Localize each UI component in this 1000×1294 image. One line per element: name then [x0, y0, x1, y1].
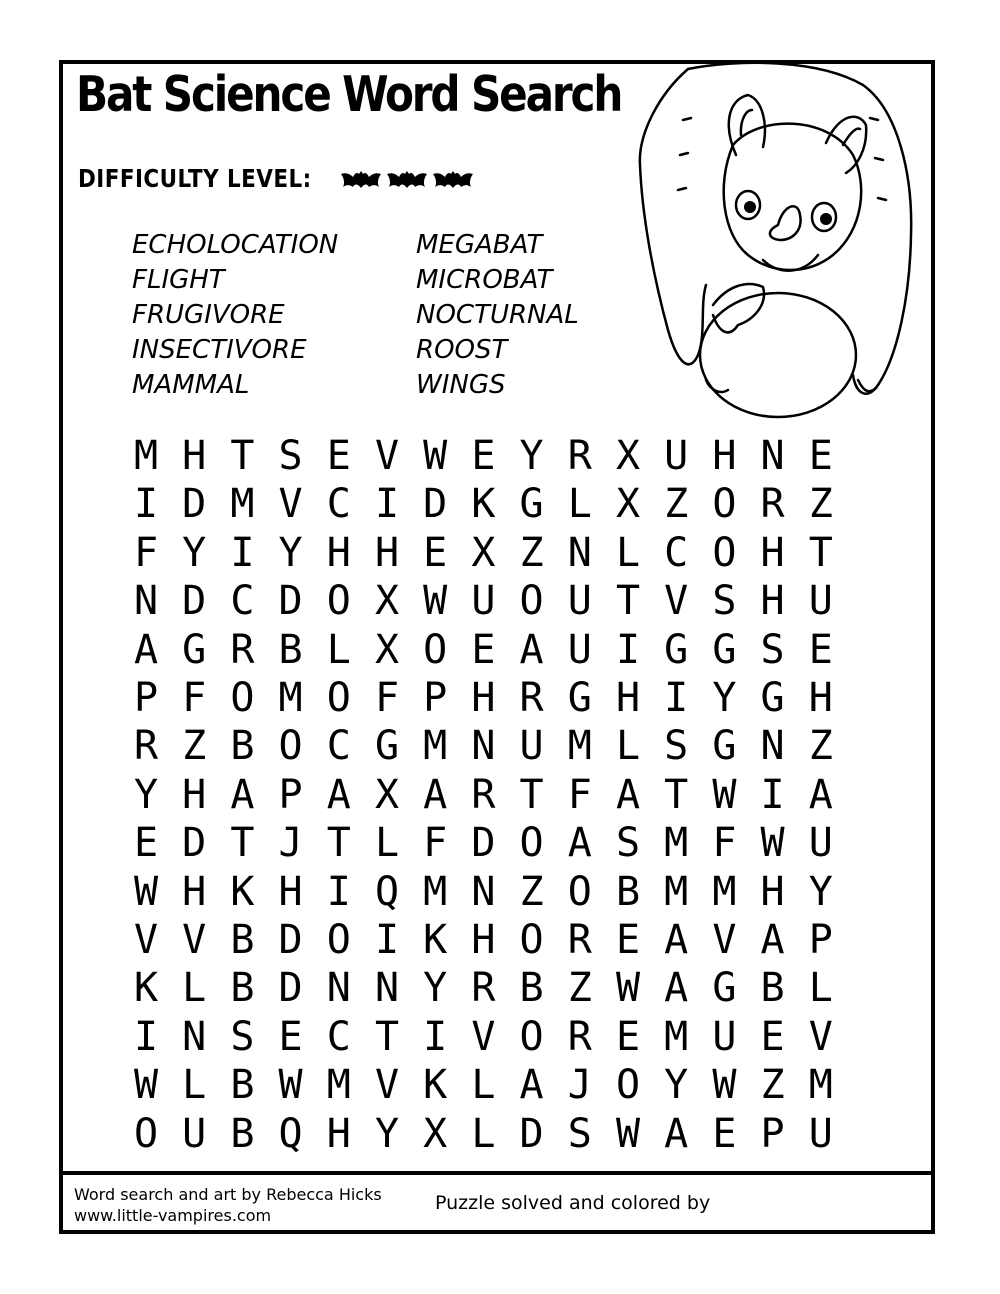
grid-letter[interactable]: S [230, 1013, 255, 1060]
grid-letter[interactable]: E [278, 1013, 303, 1060]
grid-letter[interactable]: V [712, 917, 737, 963]
grid-letter[interactable]: J [567, 1062, 592, 1109]
grid-letter[interactable]: U [664, 433, 689, 479]
grid-letter[interactable]: W [423, 433, 448, 479]
grid-letter[interactable]: O [519, 1013, 544, 1060]
grid-letter[interactable]: O [133, 1110, 159, 1157]
grid-letter[interactable]: D [182, 578, 207, 625]
grid-letter[interactable]: R [471, 965, 496, 1012]
grid-letter[interactable]: T [230, 433, 255, 479]
grid-letter[interactable]: T [664, 771, 689, 818]
grid-letter[interactable]: U [808, 578, 833, 625]
grid-letter[interactable]: Y [374, 1110, 400, 1157]
grid-letter[interactable]: Z [519, 868, 544, 915]
grid-letter[interactable]: I [664, 675, 689, 721]
grid-letter[interactable]: G [182, 626, 207, 673]
bat-icon [340, 168, 382, 190]
grid-letter[interactable]: P [423, 675, 448, 721]
grid-letter[interactable]: V [182, 917, 207, 963]
grid-letter[interactable]: J [278, 820, 303, 867]
grid-letter[interactable]: O [326, 578, 351, 625]
grid-letter[interactable]: A [567, 820, 592, 867]
word-list-item: WINGS [416, 370, 506, 400]
grid-letter[interactable]: P [808, 917, 833, 963]
grid-letter[interactable]: M [712, 868, 737, 915]
grid-letter[interactable]: I [615, 626, 641, 673]
grid-letter[interactable]: N [760, 723, 785, 770]
grid-letter[interactable]: M [664, 1013, 689, 1060]
credit [74, 1184, 382, 1226]
grid-letter[interactable]: W [712, 771, 737, 818]
grid-letter[interactable]: V [374, 1062, 400, 1109]
grid-letter[interactable]: A [230, 771, 255, 818]
grid-letter[interactable]: O [519, 578, 544, 625]
grid-letter[interactable]: H [712, 433, 737, 479]
grid-letter[interactable]: K [230, 868, 255, 915]
grid-letter[interactable]: D [182, 820, 207, 867]
grid-letter[interactable]: D [278, 578, 303, 625]
grid-letter[interactable]: Z [182, 723, 207, 770]
grid-letter[interactable]: C [664, 529, 689, 576]
grid-letter[interactable]: O [326, 917, 351, 963]
grid-letter[interactable]: K [133, 965, 159, 1012]
grid-letter[interactable]: B [230, 917, 255, 963]
grid-letter[interactable]: H [760, 578, 785, 625]
word-list-item: MAMMAL [132, 370, 250, 400]
bat-icon [386, 168, 428, 190]
word-list-item: FLIGHT [132, 265, 225, 295]
grid-letter[interactable]: F [423, 820, 448, 867]
word-list [132, 232, 632, 412]
grid-letter[interactable]: F [567, 771, 592, 818]
grid-letter[interactable]: Q [278, 1110, 303, 1157]
grid-letter[interactable]: H [760, 529, 785, 576]
grid-letter[interactable]: M [423, 868, 448, 915]
grid-letter[interactable]: U [567, 626, 592, 673]
grid-letter[interactable]: O [712, 481, 737, 528]
word-list-item: INSECTIVORE [132, 335, 307, 365]
grid-letter[interactable]: A [664, 1110, 689, 1157]
grid-letter[interactable]: E [423, 529, 448, 576]
grid-letter[interactable]: G [712, 965, 737, 1012]
grid-letter[interactable]: B [230, 965, 255, 1012]
grid-letter[interactable]: E [326, 433, 351, 479]
grid-letter[interactable]: N [374, 965, 400, 1012]
grid-letter[interactable]: N [567, 529, 592, 576]
grid-letter[interactable]: W [615, 965, 641, 1012]
difficulty-label: DIFFICULTY LEVEL: [78, 164, 312, 193]
grid-letter[interactable]: H [182, 771, 207, 818]
grid-letter[interactable]: D [519, 1110, 544, 1157]
grid-letter[interactable]: W [615, 1110, 641, 1157]
grid-letter[interactable]: A [760, 917, 785, 963]
grid-letter[interactable]: H [182, 868, 207, 915]
grid-letter[interactable]: D [182, 481, 207, 528]
grid-letter[interactable]: F [712, 820, 737, 867]
grid-letter[interactable]: N [133, 578, 159, 625]
grid-letter[interactable]: G [712, 723, 737, 770]
word-list-item: ROOST [416, 335, 508, 365]
grid-letter[interactable]: U [471, 578, 496, 625]
grid-letter[interactable]: M [326, 1062, 351, 1109]
fruit-bat-illustration [628, 55, 933, 423]
word-list-item: MICROBAT [416, 265, 553, 295]
grid-letter[interactable]: M [423, 723, 448, 770]
grid-letter[interactable]: C [326, 723, 351, 770]
grid-letter[interactable]: M [664, 868, 689, 915]
grid-letter[interactable]: Y [423, 965, 448, 1012]
grid-letter[interactable]: O [519, 820, 544, 867]
grid-letter[interactable]: L [326, 626, 351, 673]
grid-letter[interactable]: B [230, 1062, 255, 1109]
grid-letter[interactable]: S [664, 723, 689, 770]
grid-letter[interactable]: W [133, 868, 159, 915]
grid-letter[interactable]: A [423, 771, 448, 818]
grid-letter[interactable]: B [230, 1110, 255, 1157]
grid-letter[interactable]: Y [133, 771, 159, 818]
grid-letter[interactable]: O [423, 626, 448, 673]
grid-letter[interactable]: Y [519, 433, 544, 479]
grid-letter[interactable]: N [760, 433, 785, 479]
grid-letter[interactable]: V [808, 1013, 833, 1060]
grid-letter[interactable]: K [423, 917, 448, 963]
grid-letter[interactable]: I [760, 771, 785, 818]
grid-letter[interactable]: O [278, 723, 303, 770]
grid-letter[interactable]: U [519, 723, 544, 770]
grid-letter[interactable]: V [374, 433, 400, 479]
grid-letter[interactable]: V [664, 578, 689, 625]
grid-letter[interactable]: W [278, 1062, 303, 1109]
grid-letter[interactable]: A [664, 965, 689, 1012]
grid-letter[interactable]: H [278, 868, 303, 915]
credit-website: www.little-vampires.com [74, 1206, 272, 1225]
grid-letter[interactable]: X [471, 529, 496, 576]
grid-letter[interactable]: M [567, 723, 592, 770]
grid-letter[interactable]: T [230, 820, 255, 867]
grid-letter[interactable]: W [423, 578, 448, 625]
grid-letter[interactable]: X [374, 578, 400, 625]
grid-letter[interactable]: Z [519, 529, 544, 576]
grid-letter[interactable]: I [230, 529, 255, 576]
grid-letter[interactable]: G [712, 626, 737, 673]
grid-letter[interactable]: Y [278, 529, 303, 576]
grid-letter[interactable]: K [471, 481, 496, 528]
grid-letter[interactable]: L [615, 529, 641, 576]
solved-by-label: Puzzle solved and colored by [435, 1192, 711, 1214]
grid-letter[interactable]: T [519, 771, 544, 818]
grid-letter[interactable]: W [760, 820, 785, 867]
grid-letter[interactable]: K [423, 1062, 448, 1109]
grid-letter[interactable]: C [230, 578, 255, 625]
grid-letter[interactable]: O [326, 675, 351, 721]
grid-letter[interactable]: X [615, 481, 641, 528]
grid-letter[interactable]: H [760, 868, 785, 915]
grid-letter[interactable]: I [326, 868, 351, 915]
grid-letter[interactable]: S [615, 820, 641, 867]
grid-letter[interactable]: V [471, 1013, 496, 1060]
grid-letter[interactable]: F [182, 675, 207, 721]
grid-letter[interactable]: S [712, 578, 737, 625]
grid-letter[interactable]: A [133, 626, 159, 673]
grid-letter[interactable]: L [182, 965, 207, 1012]
grid-letter[interactable]: I [133, 481, 159, 528]
grid-letter[interactable]: I [133, 1013, 159, 1060]
grid-letter[interactable]: B [760, 965, 785, 1012]
grid-letter[interactable]: H [374, 529, 400, 576]
grid-letter[interactable]: C [326, 481, 351, 528]
grid-letter[interactable]: N [326, 965, 351, 1012]
grid-letter[interactable]: E [808, 626, 833, 673]
grid-letter[interactable]: D [423, 481, 448, 528]
grid-letter[interactable]: F [374, 675, 400, 721]
grid-letter[interactable]: B [519, 965, 544, 1012]
grid-letter[interactable]: H [471, 917, 496, 963]
grid-letter[interactable]: D [278, 917, 303, 963]
grid-letter[interactable]: C [326, 1013, 351, 1060]
grid-letter[interactable]: A [519, 1062, 544, 1109]
grid-letter[interactable]: X [423, 1110, 448, 1157]
grid-letter[interactable]: R [567, 433, 592, 479]
grid-letter[interactable]: B [278, 626, 303, 673]
grid-letter[interactable]: I [423, 1013, 448, 1060]
grid-letter[interactable]: L [471, 1110, 496, 1157]
grid-letter[interactable]: Y [664, 1062, 689, 1109]
grid-letter[interactable]: T [615, 578, 641, 625]
grid-letter[interactable]: O [615, 1062, 641, 1109]
credit-author: Word search and art by Rebecca Hicks [74, 1185, 382, 1204]
grid-letter[interactable]: E [615, 917, 641, 963]
grid-letter[interactable]: U [182, 1110, 207, 1157]
grid-letter[interactable]: B [230, 723, 255, 770]
grid-letter[interactable]: D [278, 965, 303, 1012]
grid-letter[interactable]: H [808, 675, 833, 721]
grid-letter[interactable]: A [326, 771, 351, 818]
grid-letter[interactable]: N [182, 1013, 207, 1060]
grid-letter[interactable]: E [615, 1013, 641, 1060]
grid-letter[interactable]: H [326, 529, 351, 576]
grid-letter[interactable]: Y [808, 868, 833, 915]
grid-letter[interactable]: V [133, 917, 159, 963]
grid-letter[interactable]: E [808, 433, 833, 479]
grid-letter[interactable]: W [133, 1062, 159, 1109]
difficulty-row [78, 164, 474, 193]
grid-letter[interactable]: R [471, 771, 496, 818]
grid-letter[interactable]: W [712, 1062, 737, 1109]
grid-letter[interactable]: H [471, 675, 496, 721]
grid-letter[interactable]: V [278, 481, 303, 528]
grid-letter[interactable]: M [133, 433, 159, 479]
grid-letter[interactable]: A [615, 771, 641, 818]
grid-letter[interactable]: M [230, 481, 255, 528]
grid-letter[interactable]: A [519, 626, 544, 673]
grid-letter[interactable]: B [615, 868, 641, 915]
grid-letter[interactable]: H [615, 675, 641, 721]
grid-letter[interactable]: T [326, 820, 351, 867]
grid-letter[interactable]: U [567, 578, 592, 625]
grid-letter[interactable]: L [374, 820, 400, 867]
grid-letter[interactable]: H [182, 433, 207, 479]
grid-letter[interactable]: A [664, 917, 689, 963]
grid-letter[interactable]: F [133, 529, 159, 576]
word-list-item: FRUGIVORE [132, 300, 285, 330]
grid-letter[interactable]: O [712, 529, 737, 576]
grid-letter[interactable]: R [133, 723, 159, 770]
grid-letter[interactable]: Z [664, 481, 689, 528]
grid-letter[interactable]: E [133, 820, 159, 867]
grid-letter[interactable]: X [374, 771, 400, 818]
grid-letter[interactable]: P [760, 1110, 785, 1157]
grid-letter[interactable]: I [374, 917, 400, 963]
grid-letter[interactable]: X [374, 626, 400, 673]
grid-letter[interactable]: R [567, 1013, 592, 1060]
grid-letter[interactable]: Z [760, 1062, 785, 1109]
grid-letter[interactable]: U [808, 1110, 833, 1157]
grid-letter[interactable]: Z [567, 965, 592, 1012]
grid-letter[interactable]: Z [808, 481, 833, 528]
grid-letter[interactable]: G [760, 675, 785, 721]
grid-letter[interactable]: E [760, 1013, 785, 1060]
grid-letter[interactable]: L [182, 1062, 207, 1109]
grid-letter[interactable]: S [278, 433, 303, 479]
grid-letter[interactable]: S [567, 1110, 592, 1157]
grid-letter[interactable]: X [615, 433, 641, 479]
grid-letter[interactable]: E [471, 626, 496, 673]
grid-letter[interactable]: M [664, 820, 689, 867]
footer-divider [59, 1171, 935, 1175]
grid-letter[interactable]: P [133, 675, 159, 721]
grid-letter[interactable]: U [808, 820, 833, 867]
grid-letter[interactable]: R [567, 917, 592, 963]
grid-letter[interactable]: N [471, 868, 496, 915]
grid-letter[interactable]: G [519, 481, 544, 528]
grid-letter[interactable]: Q [374, 868, 400, 915]
grid-letter[interactable]: H [326, 1110, 351, 1157]
grid-letter[interactable]: A [808, 771, 833, 818]
grid-letter[interactable]: R [760, 481, 785, 528]
grid-letter[interactable]: R [519, 675, 544, 721]
grid-letter[interactable]: U [712, 1013, 737, 1060]
grid-letter[interactable]: O [519, 917, 544, 963]
word-list-item: ECHOLOCATION [132, 230, 339, 260]
grid-letter[interactable]: O [567, 868, 592, 915]
grid-letter[interactable]: T [374, 1013, 400, 1060]
grid-letter[interactable]: L [808, 965, 833, 1012]
grid-letter[interactable]: L [471, 1062, 496, 1109]
grid-letter[interactable]: G [567, 675, 592, 721]
grid-letter[interactable]: M [808, 1062, 833, 1109]
word-list-item: MEGABAT [416, 230, 543, 260]
grid-letter[interactable]: G [664, 626, 689, 673]
page-title: Bat Science Word Search [76, 66, 622, 123]
grid-letter[interactable]: T [808, 529, 833, 576]
grid-letter[interactable]: N [471, 723, 496, 770]
grid-letter[interactable]: P [278, 771, 303, 818]
grid-letter[interactable]: E [712, 1110, 737, 1157]
grid-letter[interactable]: L [615, 723, 641, 770]
grid-letter[interactable]: S [760, 626, 785, 673]
grid-letter[interactable]: M [278, 675, 303, 721]
bat-icon [432, 168, 474, 190]
difficulty-rating [340, 168, 474, 190]
grid-letter[interactable]: D [471, 820, 496, 867]
grid-letter[interactable]: E [471, 433, 496, 479]
grid-letter[interactable]: I [374, 481, 400, 528]
grid-letter[interactable]: R [230, 626, 255, 673]
grid-letter[interactable]: Z [808, 723, 833, 770]
grid-letter[interactable]: G [374, 723, 400, 770]
grid-letter[interactable]: Y [182, 529, 207, 576]
word-list-item: NOCTURNAL [416, 300, 579, 330]
grid-letter[interactable]: O [230, 675, 255, 721]
grid-letter[interactable]: L [567, 481, 592, 528]
grid-letter[interactable]: Y [712, 675, 737, 721]
